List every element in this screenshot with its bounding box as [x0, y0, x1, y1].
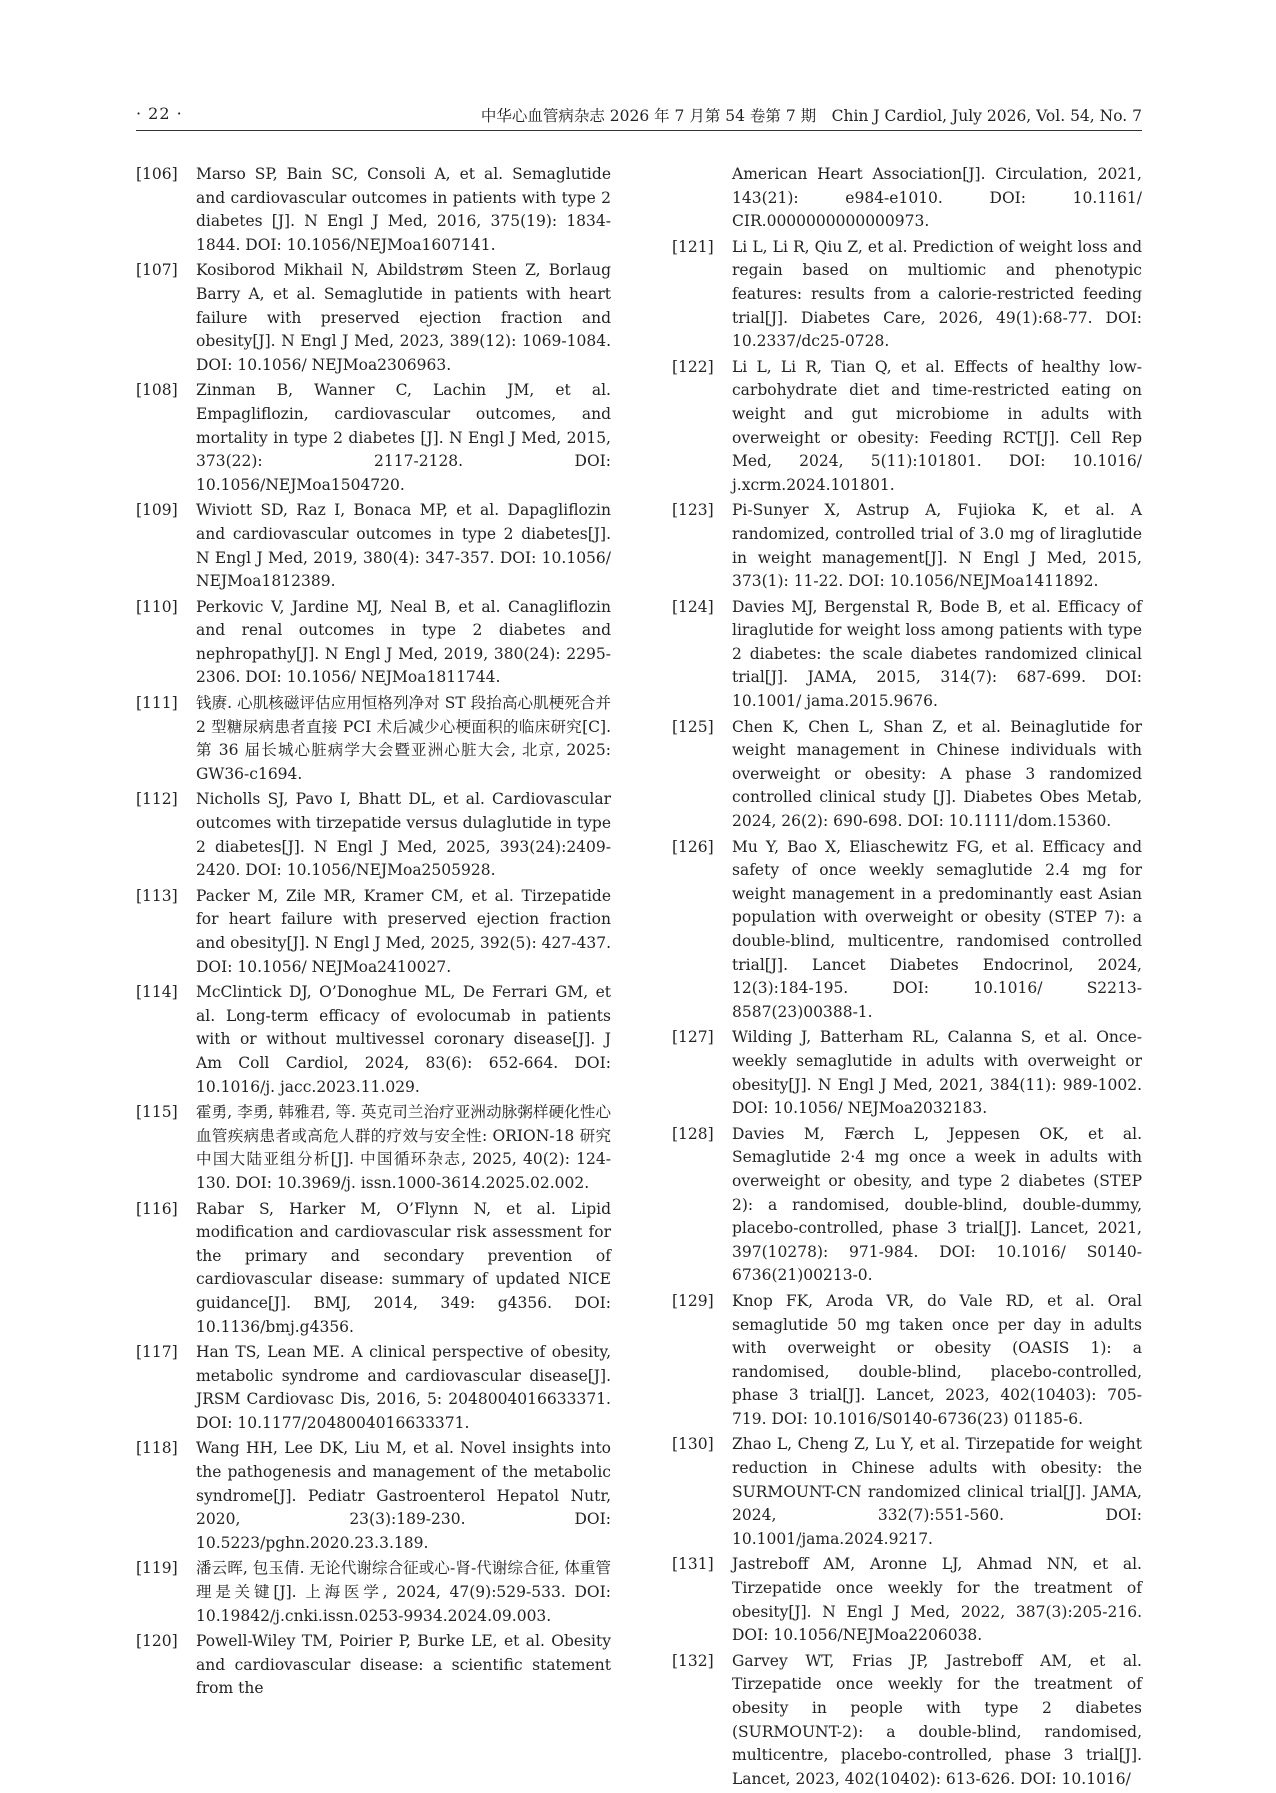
reference-text: Powell-Wiley TM, Poirier P, Burke LE, et al. Obesity and cardiovascular disease: a scientific statement from the: [196, 1632, 611, 1698]
reference-item: [136, 1557, 611, 1628]
reference-text: Garvey WT, Frias JP, Jastreboff AM, et al. Tirzepatide once weekly for the treatment of obesity in people with type 2 diabetes (SURMOUNT-2): a double-blind, randomised, multicentre, placebo-controlled, phase 3 trial[J]. Lancet, 2023, 402(10402): 613-626. DOI: 10.1016/: [732, 1651, 1142, 1788]
reference-text: Marso SP, Bain SC, Consoli A, et al. Semaglutide and cardiovascular outcomes in patients with type 2 diabetes [J]. N Engl J Med, 2016, 375(19): 1834-1844. DOI: 10.1056/NEJMoa1607141.: [196, 165, 611, 254]
reference-continuation: [672, 163, 1142, 234]
reference-number: [127]: [672, 1028, 714, 1047]
reference-text: Han TS, Lean ME. A clinical perspective of obesity, metabolic syndrome and cardiovascular disease[J]. JRSM Cardiovasc Dis, 2016, 5: 2048004016633371. DOI: 10.1177/2048004016633371.: [196, 1343, 611, 1432]
reference-text: Rabar S, Harker M, O’Flynn N, et al. Lipid modification and cardiovascular risk assessment for the primary and secondary prevention of cardiovascular disease: summary of updated NICE guidance[J]. BMJ, 2014, 349: g4356. DOI: 10.1136/bmj.g4356.: [196, 1199, 611, 1336]
reference-text: 钱赓. 心肌核磁评估应用恒格列净对 ST 段抬高心肌梗死合并 2 型糖尿病患者直接 PCI 术后减少心梗面积的临床研究[C]. 第 36 届长城心脏病学大会暨亚洲心脏大会, 北京, 2025: GW36-c1694.: [196, 694, 611, 783]
reference-number: [118]: [136, 1439, 178, 1458]
reference-item: [136, 163, 611, 257]
reference-text: Knop FK, Aroda VR, do Vale RD, et al. Oral semaglutide 50 mg taken once per day in adults with overweight or obesity (OASIS 1): a randomised, double-blind, placebo-controlled, phase 3 trial[J]. Lancet, 2023, 402(10403): 705-719. DOI: 10.1016/S0140-6736(23) 01185-6.: [732, 1291, 1142, 1428]
right-column: [672, 163, 1142, 1793]
reference-item: [672, 1026, 1142, 1120]
reference-item: [672, 1123, 1142, 1288]
reference-number: [106]: [136, 165, 178, 183]
reference-item: [672, 836, 1142, 1025]
reference-item: [136, 788, 611, 882]
reference-item: [672, 1650, 1142, 1792]
reference-number: [108]: [136, 381, 178, 400]
reference-item: [672, 716, 1142, 834]
reference-item: [672, 499, 1142, 593]
reference-text: Zinman B, Wanner C, Lachin JM, et al. Empagliflozin, cardiovascular outcomes, and mortality in type 2 diabetes [J]. N Engl J Med, 2015, 373(22): 2117-2128. DOI: 10.1056/NEJMoa1504720.: [196, 381, 611, 494]
left-column: [136, 163, 611, 1703]
reference-text: 霍勇, 李勇, 韩雅君, 等. 英克司兰治疗亚洲动脉粥样硬化性心血管疾病患者或高危人群的疗效与安全性: ORION-18 研究中国大陆亚组分析[J]. 中国循环杂志, 2025, 40(2): 124-130. DOI: 10.3969/j. issn.1000-3614.2025.02.002.: [196, 1103, 611, 1192]
reference-text: Mu Y, Bao X, Eliaschewitz FG, et al. Efficacy and safety of once weekly semaglutide 2.4 mg for weight management in a predominantly east Asian population with overweight or obesity (STEP 7): a double-blind, multicentre, randomised controlled trial[J]. Lancet Diabetes Endocrinol, 2024, 12(3):184-195. DOI: 10.1016/ S2213-8587(23)00388-1.: [732, 837, 1142, 1021]
reference-number: [126]: [672, 837, 714, 856]
reference-item: [136, 1341, 611, 1435]
reference-text: Kosiborod Mikhail N, Abildstrøm Steen Z, Borlaug Barry A, et al. Semaglutide in patients with heart failure with preserved ejection fraction and obesity[J]. N Engl J Med, 2023, 389(12): 1069-1084. DOI: 10.1056/ NEJMoa2306963.: [196, 261, 611, 374]
reference-number: [129]: [672, 1291, 714, 1310]
reference-number: [110]: [136, 597, 178, 616]
reference-item: [672, 1433, 1142, 1551]
reference-item: [136, 596, 611, 690]
reference-item: [136, 1437, 611, 1555]
reference-text: Packer M, Zile MR, Kramer CM, et al. Tirzepatide for heart failure with preserved ejection fraction and obesity[J]. N Engl J Med, 2025, 392(5): 427-437. DOI: 10.1056/ NEJMoa2410027.: [196, 886, 611, 976]
reference-text: Perkovic V, Jardine MJ, Neal B, et al. Canagliflozin and renal outcomes in type 2 diabetes and nephropathy[J]. N Engl J Med, 2019, 380(24): 2295-2306. DOI: 10.1056/ NEJMoa1811744.: [196, 597, 611, 687]
reference-number: [111]: [136, 694, 178, 713]
reference-item: [136, 1101, 611, 1195]
reference-text: Li L, Li R, Tian Q, et al. Effects of healthy low-carbohydrate diet and time-restricted eating on weight and gut microbiome in adults with overweight or obesity: Feeding RCT[J]. Cell Rep Med, 2024, 5(11):101801. DOI: 10.1016/ j.xcrm.2024.101801.: [732, 357, 1142, 494]
reference-item: [136, 692, 611, 786]
reference-number: [121]: [672, 237, 714, 256]
reference-item: [672, 356, 1142, 498]
reference-number: [124]: [672, 597, 714, 616]
reference-item: [672, 596, 1142, 714]
reference-text: Davies M, Færch L, Jeppesen OK, et al. Semaglutide 2·4 mg once a week in adults with overweight or obesity, and type 2 diabetes (STEP 2): a randomised, double-blind, double-dummy, placebo-controlled, phase 3 trial[J]. Lancet, 2021, 397(10278): 971-984. DOI: 10.1016/ S0140-6736(21)00213-0.: [732, 1124, 1142, 1285]
reference-number: [132]: [672, 1651, 714, 1670]
reference-text: McClintick DJ, O’Donoghue ML, De Ferrari GM, et al. Long-term efficacy of evolocumab in patients with or without multivessel coronary disease[J]. J Am Coll Cardiol, 2024, 83(6): 652-664. DOI: 10.1016/j. jacc.2023.11.029.: [196, 983, 611, 1096]
reference-number: [119]: [136, 1559, 178, 1578]
reference-number: [113]: [136, 886, 178, 905]
reference-item: [672, 236, 1142, 354]
reference-number: [116]: [136, 1199, 178, 1218]
journal-citation: 中华心血管病杂志 2026 年 7 月第 54 卷第 7 期 Chin J Cardiol, July 2026, Vol. 54, No. 7: [480, 107, 1142, 125]
reference-text: Chen K, Chen L, Shan Z, et al. Beinaglutide for weight management in Chinese individuals with overweight or obesity: A phase 3 randomized controlled clinical study [J]. Diabetes Obes Metab, 2024, 26(2): 690-698. DOI: 10.1111/dom.15360.: [732, 717, 1142, 831]
reference-text: American Heart Association[J]. Circulation, 2021, 143(21): e984-e1010. DOI: 10.1161/ CIR.0000000000000973.: [732, 165, 1142, 231]
running-header: [136, 104, 1142, 131]
reference-number: [120]: [136, 1632, 178, 1651]
reference-number: [131]: [672, 1555, 714, 1574]
reference-text: Li L, Li R, Qiu Z, et al. Prediction of weight loss and regain based on multiomic and phenotypic features: results from a calorie-restricted feeding trial[J]. Diabetes Care, 2026, 49(1):68-77. DOI: 10.2337/dc25-0728.: [732, 237, 1142, 351]
reference-text: Pi-Sunyer X, Astrup A, Fujioka K, et al. A randomized, controlled trial of 3.0 mg of liraglutide in weight management[J]. N Engl J Med, 2015, 373(1): 11-22. DOI: 10.1056/NEJMoa1411892.: [732, 501, 1142, 591]
reference-text: Jastreboff AM, Aronne LJ, Ahmad NN, et al. Tirzepatide once weekly for the treatment of obesity[J]. N Engl J Med, 2022, 387(3):205-216. DOI: 10.1056/NEJMoa2206038.: [732, 1555, 1142, 1645]
reference-number: [115]: [136, 1103, 178, 1122]
reference-number: [112]: [136, 790, 178, 809]
reference-number: [107]: [136, 261, 178, 280]
reference-item: [136, 1198, 611, 1340]
reference-text: Wilding J, Batterham RL, Calanna S, et al. Once-weekly semaglutide in adults with overweight or obesity[J]. N Engl J Med, 2021, 384(11): 989-1002. DOI: 10.1056/ NEJMoa2032183.: [732, 1028, 1142, 1118]
reference-text: Nicholls SJ, Pavo I, Bhatt DL, et al. Cardiovascular outcomes with tirzepatide versus dulaglutide in type 2 diabetes[J]. N Engl J Med, 2025, 393(24):2409-2420. DOI: 10.1056/NEJMoa2505928.: [196, 790, 611, 880]
reference-number: [123]: [672, 501, 714, 520]
reference-item: [136, 499, 611, 593]
reference-text: Davies MJ, Bergenstal R, Bode B, et al. Efficacy of liraglutide for weight loss among patients with type 2 diabetes: the scale diabetes randomized clinical trial[J]. JAMA, 2015, 314(7): 687-699. DOI: 10.1001/ jama.2015.9676.: [732, 597, 1142, 711]
reference-item: [136, 981, 611, 1099]
reference-number: [117]: [136, 1343, 178, 1362]
reference-item: [136, 1630, 611, 1701]
reference-number: [125]: [672, 717, 714, 736]
reference-item: [136, 259, 611, 377]
reference-item: [672, 1290, 1142, 1432]
reference-number: [128]: [672, 1124, 714, 1143]
reference-item: [672, 1553, 1142, 1647]
reference-item: [136, 379, 611, 497]
reference-text: 潘云晖, 包玉倩. 无论代谢综合征或心-肾-代谢综合征, 体重管理是关键[J]. 上海医学, 2024, 47(9):529-533. DOI: 10.19842/j.cnki.issn.0253-9934.2024.09.003.: [196, 1559, 611, 1625]
reference-text: Wiviott SD, Raz I, Bonaca MP, et al. Dapagliflozin and cardiovascular outcomes in type 2 diabetes[J]. N Engl J Med, 2019, 380(4): 347-357. DOI: 10.1056/ NEJMoa1812389.: [196, 501, 611, 591]
reference-text: Wang HH, Lee DK, Liu M, et al. Novel insights into the pathogenesis and management of the metabolic syndrome[J]. Pediatr Gastroenterol Hepatol Nutr, 2020, 23(3):189-230. DOI: 10.5223/pghn.2020.23.3.189.: [196, 1439, 611, 1552]
page-number: · 22 ·: [136, 104, 183, 123]
reference-number: [114]: [136, 983, 178, 1002]
reference-text: Zhao L, Cheng Z, Lu Y, et al. Tirzepatide for weight reduction in Chinese adults with obesity: the SURMOUNT-CN randomized clinical trial[J]. JAMA, 2024, 332(7):551-560. DOI: 10.1001/jama.2024.9217.: [732, 1435, 1142, 1548]
reference-number: [109]: [136, 501, 178, 520]
reference-item: [136, 885, 611, 979]
reference-number: [122]: [672, 357, 714, 376]
reference-number: [130]: [672, 1435, 714, 1454]
